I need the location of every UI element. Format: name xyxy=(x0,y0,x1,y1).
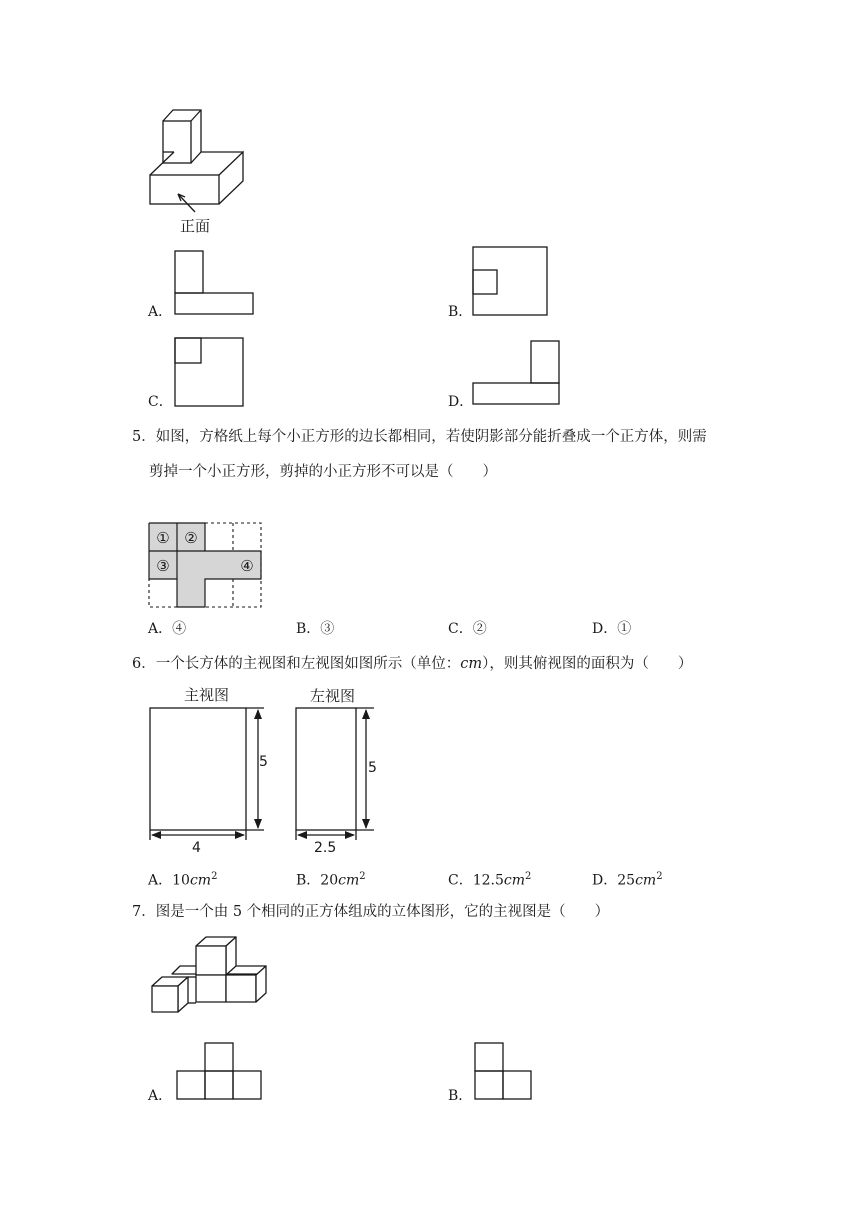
q4-option-b-label[interactable]: B． xyxy=(448,304,473,320)
q7-option-b-figure[interactable] xyxy=(474,1042,534,1102)
q7-number: 7． xyxy=(132,904,156,920)
q6-option-b-value: 20 xyxy=(320,872,339,889)
q6-option-c-letter: C． xyxy=(448,872,473,889)
q5-option-c-text: ② xyxy=(472,621,487,637)
q6-option-a-exp: 2 xyxy=(211,871,218,882)
q5-option-d-letter: D． xyxy=(592,621,618,637)
q4-option-d-figure[interactable] xyxy=(472,340,564,408)
q6-option-d-value: 25 xyxy=(617,872,636,889)
q7-stem xyxy=(132,902,609,922)
left-view-width-label: 2.5 xyxy=(314,840,337,856)
q7-text: 图是一个由 5 个相同的正方体组成的立体图形，它的主视图是（ ） xyxy=(155,904,610,920)
q6-unit: cm xyxy=(460,656,483,672)
q6-option-b[interactable] xyxy=(296,868,366,890)
q5-option-c-letter: C． xyxy=(448,621,473,637)
q6-number: 6． xyxy=(132,656,156,672)
q6-option-c[interactable] xyxy=(448,868,531,890)
q5-stem-line2: 剪掉一个小正方形，剪掉的小正方形不可以是（ ） xyxy=(149,464,497,480)
q7-option-a-label[interactable]: A． xyxy=(148,1088,173,1104)
left-view-height-label: 5 xyxy=(368,760,377,776)
q5-option-a[interactable] xyxy=(148,620,186,638)
q4-option-a-label[interactable]: A． xyxy=(148,304,173,320)
grid-label-3: ③ xyxy=(156,557,170,575)
q6-option-b-letter: B． xyxy=(296,872,321,889)
front-face-label: 正面 xyxy=(180,217,211,235)
q5-grid-figure xyxy=(148,522,264,610)
q4-option-b-figure[interactable] xyxy=(472,246,550,318)
q6-option-c-exp: 2 xyxy=(525,871,532,882)
q6-stem xyxy=(132,654,692,674)
q5-stem-line1 xyxy=(132,427,707,447)
q6-option-a[interactable] xyxy=(148,868,217,890)
q6-option-d[interactable] xyxy=(592,868,663,890)
q7-option-b-label[interactable]: B． xyxy=(448,1088,473,1104)
q7-cube-solid-figure xyxy=(148,934,272,1018)
q5-option-a-text: ④ xyxy=(172,621,187,637)
q5-option-d[interactable] xyxy=(592,620,631,638)
front-view-drawing xyxy=(146,706,276,856)
q5-option-b[interactable] xyxy=(296,620,334,638)
q4-option-a-figure[interactable] xyxy=(174,250,256,316)
q6-option-a-letter: A． xyxy=(148,872,173,889)
q7-option-a-figure[interactable] xyxy=(176,1042,264,1102)
q6-option-d-unit: cm xyxy=(635,872,657,889)
q6-option-b-exp: 2 xyxy=(359,871,366,882)
front-view-height-label: 5 xyxy=(259,754,268,770)
q5-option-b-letter: B． xyxy=(296,621,321,637)
q6-option-d-letter: D． xyxy=(592,872,618,889)
q5-number: 5． xyxy=(132,429,156,445)
grid-label-1: ① xyxy=(156,529,170,547)
q6-option-a-value: 10 xyxy=(172,872,190,889)
q4-option-c-label[interactable]: C． xyxy=(148,394,173,410)
q6-option-a-unit: cm xyxy=(189,872,212,889)
q4-option-d-label[interactable]: D． xyxy=(448,394,474,410)
q5-text-line1: 如图，方格纸上每个小正方形的边长都相同，若使阴影部分能折叠成一个正方体，则需 xyxy=(155,429,707,445)
q5-option-c[interactable] xyxy=(448,620,487,638)
front-view-title: 主视图 xyxy=(184,686,230,704)
q6-option-c-unit: cm xyxy=(503,872,526,889)
q6-option-b-unit: cm xyxy=(338,872,360,889)
left-view-title: 左视图 xyxy=(310,687,356,705)
q6-option-c-value: 12.5 xyxy=(472,872,504,889)
q6-option-d-exp: 2 xyxy=(656,871,663,882)
grid-label-4: ④ xyxy=(240,557,254,575)
q5-option-d-text: ① xyxy=(617,621,632,637)
front-view-width-label: 4 xyxy=(192,840,201,856)
q6-text-before: 一个长方体的主视图和左视图如图所示（单位： xyxy=(155,656,461,672)
q5-option-b-text: ③ xyxy=(320,621,335,637)
q6-text-after: ），则其俯视图的面积为（ ） xyxy=(482,656,693,672)
left-view-drawing xyxy=(292,706,392,856)
grid-label-2: ② xyxy=(184,529,198,547)
q5-option-a-letter: A． xyxy=(148,621,173,637)
q4-option-c-figure[interactable] xyxy=(174,337,246,409)
